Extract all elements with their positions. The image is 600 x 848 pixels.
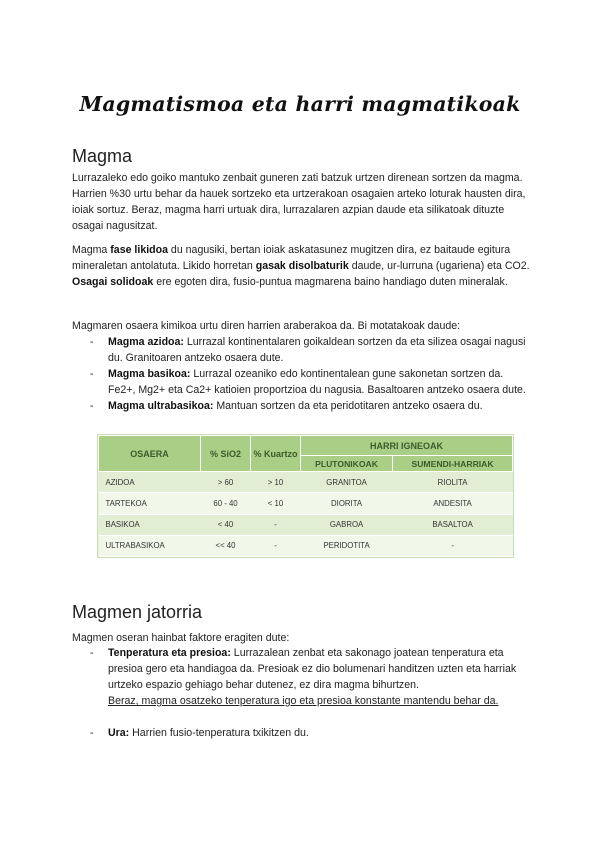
cell-osaera: AZIDOA <box>99 472 201 493</box>
cell-sio2: < 40 <box>201 514 251 535</box>
page-title: Magmatismoa eta harri magmatikoak <box>79 92 521 116</box>
magma-paragraph-1: Lurrazaleko edo goiko mantuko zenbait guneren zati batzuk urtzen direnean sortzen da magma. Harrien %30 urtu behar da hauek sortzeko eta urtzerakoan osagaien arteko loturak hausten dira, ioiak sortuz. Beraz, magma harri urtuak dira, lurrazalaren azpian daude eta silikatoak dituzte osagai nagusitzat. <box>72 172 526 232</box>
cell-osaera: ULTRABASIKOA <box>99 535 201 556</box>
dash-bullet: - <box>90 336 94 348</box>
bullet-label: Magma basikoa: <box>108 368 191 380</box>
cell-sio2: << 40 <box>201 535 251 556</box>
section-heading-magma: Magma <box>72 146 133 166</box>
magma-composition-table <box>97 434 514 558</box>
header-harri-igneoak: HARRI IGNEOAK <box>301 436 513 456</box>
table-row <box>99 493 513 514</box>
bold-term: fase likidoa <box>110 244 168 256</box>
bold-term: Osagai solidoak <box>72 276 154 288</box>
bullet-label: Magma ultrabasikoa: <box>108 400 214 412</box>
cell-sio2: 60 - 40 <box>201 493 251 514</box>
bullet-text: Lurrazalean zenbat eta sakonago joatean tenperatura eta presioa gero eta handiagoa da. Presioak ez dio bolumenari handitzen uzten eta harriak urtzeko espazio gehiago behar dutenez, ez dira magma bihurtzen. <box>108 647 517 691</box>
list-item <box>72 725 532 741</box>
cell-sio2: > 60 <box>201 472 251 493</box>
underlined-conclusion: Beraz, magma osatzeko tenperatura igo eta presioa konstante mantendu behar da. <box>108 695 499 707</box>
cell-sumendi: ANDESITA <box>393 493 513 514</box>
list-item <box>72 366 532 398</box>
header-sumendi-harriak: SUMENDI-HARRIAK <box>393 456 513 472</box>
cell-osaera: TARTEKOA <box>99 493 201 514</box>
bold-term: gasak disolbaturik <box>255 260 349 272</box>
cell-kuartzo: > 10 <box>251 472 301 493</box>
table-row <box>99 514 513 535</box>
bullet-text: Harrien fusio-tenperatura txikitzen du. <box>129 727 309 739</box>
bullet-label: Magma azidoa: <box>108 336 184 348</box>
dash-bullet: - <box>90 727 94 739</box>
dash-bullet: - <box>90 400 94 412</box>
list-item <box>72 334 532 366</box>
bullet-label: Ura: <box>108 727 130 739</box>
magma-paragraph-2 <box>72 242 532 290</box>
magma-paragraph-3: Magmaren osaera kimikoa urtu diren harrien araberakoa da. Bi motatakoak daude: <box>72 320 461 332</box>
cell-osaera: BASIKOA <box>99 514 201 535</box>
section-heading-jatorria: Magmen jatorria <box>72 602 203 622</box>
cell-sumendi: RIOLITA <box>393 472 513 493</box>
text-run: daude, ur-lurruna (ugariena) eta CO2. <box>348 260 530 272</box>
cell-kuartzo: - <box>251 514 301 535</box>
bullet-text: Lurrazal kontinentalaren goikaldean sortzen da eta silizea osagai nagusi du. Granitoaren antzeko osaera dute. <box>108 336 526 364</box>
header-kuartzo: % Kuartzo <box>251 436 301 472</box>
bullet-label: Tenperatura eta presioa: <box>108 647 231 659</box>
header-sio2: % SiO2 <box>201 436 251 472</box>
list-item <box>72 398 532 414</box>
dash-bullet: - <box>90 647 94 659</box>
header-osaera: OSAERA <box>99 436 201 472</box>
cell-plutonikoa: DIORITA <box>301 493 393 514</box>
bullet-text: Lurrazal ozeaniko edo kontinentalean gune sakonetan sortzen da. Fe2+, Mg2+ eta Ca2+ katioien proportzioa du nagusia. Basaltoaren antzeko osaera dute. <box>108 368 526 396</box>
dash-bullet: - <box>90 368 94 380</box>
table-row <box>99 472 513 493</box>
cell-plutonikoa: PERIDOTITA <box>301 535 393 556</box>
factor-list <box>72 645 532 741</box>
text-run: ere egoten dira, fusio-puntua magmarena baino handiago duten mineralak. <box>153 276 508 288</box>
cell-sumendi: - <box>393 535 513 556</box>
cell-plutonikoa: GRANITOA <box>301 472 393 493</box>
list-item <box>72 645 532 709</box>
text-run: Magma <box>72 244 111 256</box>
magma-type-list <box>72 334 532 414</box>
cell-kuartzo: < 10 <box>251 493 301 514</box>
cell-kuartzo: - <box>251 535 301 556</box>
cell-plutonikoa: GABROA <box>301 514 393 535</box>
jatorria-intro: Magmen oseran hainbat faktore eragiten dute: <box>72 632 290 644</box>
text-run: du nagusiki, bertan ioiak askatasunez mugitzen dira, ez baitaude egitura mineraletan antolatuta. Likido horretan <box>72 244 511 272</box>
cell-sumendi: BASALTOA <box>393 514 513 535</box>
table-row <box>99 535 513 556</box>
bullet-text: Mantuan sortzen da eta peridotitaren antzeko osaera du. <box>213 400 483 412</box>
header-plutonikoak: PLUTONIKOAK <box>301 456 393 472</box>
